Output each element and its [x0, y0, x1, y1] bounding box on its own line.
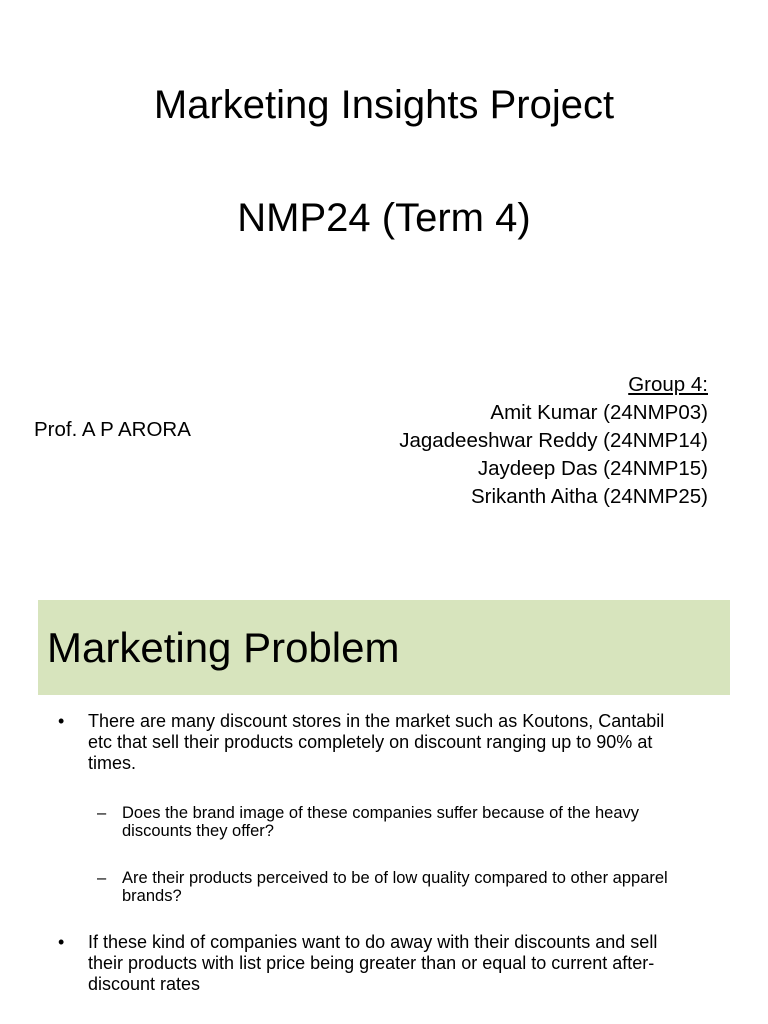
sub-bullet-line: discounts they offer?: [122, 822, 274, 840]
slide-title: Marketing Problem: [47, 624, 400, 671]
presentation-title: Marketing Insights Project: [153, 83, 615, 127]
bullet-line: If these kind of companies want to do away with their discounts and sell: [88, 932, 658, 952]
course-subtitle: NMP24 (Term 4): [237, 196, 531, 240]
sub-bullet-text: [122, 869, 668, 905]
dash-marker: –: [97, 804, 107, 822]
bullet-line: discount rates: [88, 974, 201, 994]
bullet-marker: •: [58, 932, 65, 952]
bullet-line: There are many discount stores in the market such as Koutons, Cantabil: [88, 711, 665, 731]
content-slide: [0, 580, 768, 1024]
group-members-block: [399, 371, 708, 511]
dash-marker: –: [97, 869, 107, 887]
bullet-line: etc that sell their products completely on discount ranging up to 90% at: [88, 732, 653, 752]
slide-title-band: [38, 600, 730, 695]
bullet-line: their products with list price being greater than or equal to current after-: [88, 953, 655, 973]
bullet-line: times.: [88, 753, 137, 773]
bullet-marker: •: [58, 711, 65, 731]
group-member: Amit Kumar (24NMP03): [490, 401, 708, 424]
professor-name: Prof. A P ARORA: [34, 418, 191, 441]
sub-bullet-text: [122, 804, 639, 840]
group-member: Srikanth Aitha (24NMP25): [470, 485, 708, 508]
group-member: Jagadeeshwar Reddy (24NMP14): [399, 429, 708, 452]
sub-bullet-line: brands?: [122, 887, 182, 905]
bullet-text: [88, 711, 664, 774]
bullet-text: [88, 932, 657, 995]
sub-bullet-line: Does the brand image of these companies suffer because of the heavy: [122, 804, 640, 822]
group-member: Jaydeep Das (24NMP15): [477, 457, 708, 480]
group-heading: Group 4:: [628, 373, 708, 396]
sub-bullet-line: Are their products perceived to be of low quality compared to other apparel: [122, 869, 668, 887]
